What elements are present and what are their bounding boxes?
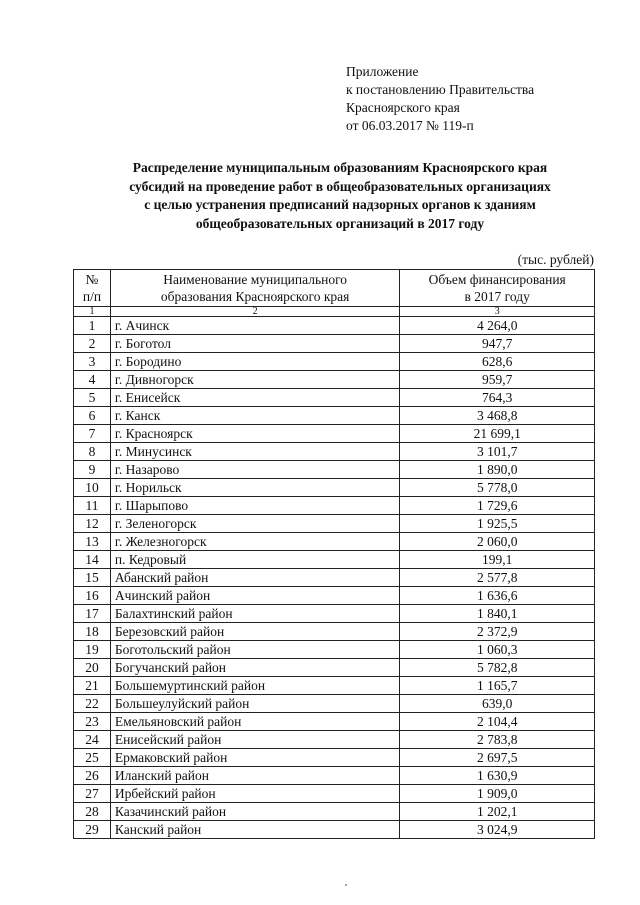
row-number: 6 (74, 407, 111, 425)
row-name: Большеулуйский район (110, 695, 399, 713)
row-number: 22 (74, 695, 111, 713)
appendix-line: Красноярского края (346, 100, 460, 115)
header-amount (400, 270, 595, 307)
table-row (74, 605, 595, 623)
header-amount-line1: Объем финансирования (428, 272, 566, 287)
table-row (74, 623, 595, 641)
table-row (74, 803, 595, 821)
row-number: 21 (74, 677, 111, 695)
header-name-line1: Наименование муниципального (163, 272, 348, 287)
table-row (74, 515, 595, 533)
row-name: Абанский район (110, 569, 399, 587)
row-number: 20 (74, 659, 111, 677)
row-amount: 1 909,0 (400, 785, 595, 803)
title-line: Распределение муниципальным образованиям Красноярского края (132, 160, 548, 175)
row-amount: 2 372,9 (400, 623, 595, 641)
row-name: Ачинский район (110, 587, 399, 605)
table-row (74, 749, 595, 767)
row-number: 10 (74, 479, 111, 497)
table-row (74, 641, 595, 659)
column-number: 2 (110, 307, 399, 317)
row-amount: 764,3 (400, 389, 595, 407)
row-number: 14 (74, 551, 111, 569)
table-row (74, 335, 595, 353)
row-number: 11 (74, 497, 111, 515)
row-amount: 21 699,1 (400, 425, 595, 443)
row-name: г. Норильск (110, 479, 399, 497)
column-number: 1 (74, 307, 111, 317)
row-amount: 1 060,3 (400, 641, 595, 659)
row-amount: 2 060,0 (400, 533, 595, 551)
appendix-line: к постановлению Правительства (346, 82, 535, 97)
row-name: Боготольский район (110, 641, 399, 659)
row-number: 17 (74, 605, 111, 623)
row-name: Балахтинский район (110, 605, 399, 623)
table-row (74, 461, 595, 479)
table-row (74, 587, 595, 605)
row-number: 24 (74, 731, 111, 749)
table-row (74, 497, 595, 515)
row-number: 8 (74, 443, 111, 461)
row-amount: 1 202,1 (400, 803, 595, 821)
row-amount: 639,0 (400, 695, 595, 713)
table-row (74, 533, 595, 551)
row-number: 29 (74, 821, 111, 839)
row-amount: 3 468,8 (400, 407, 595, 425)
scan-speck (345, 884, 347, 886)
table-row (74, 677, 595, 695)
row-amount: 1 890,0 (400, 461, 595, 479)
row-number: 12 (74, 515, 111, 533)
row-amount: 1 165,7 (400, 677, 595, 695)
row-name: Большемуртинский район (110, 677, 399, 695)
table-row (74, 317, 595, 335)
table-row (74, 443, 595, 461)
header-name-line2: образования Красноярского края (160, 289, 350, 304)
row-number: 13 (74, 533, 111, 551)
row-number: 5 (74, 389, 111, 407)
row-amount: 1 840,1 (400, 605, 595, 623)
row-name: г. Бородино (110, 353, 399, 371)
table-row (74, 767, 595, 785)
row-number: 18 (74, 623, 111, 641)
row-number: 16 (74, 587, 111, 605)
row-number: 26 (74, 767, 111, 785)
row-name: Березовский район (110, 623, 399, 641)
row-name: п. Кедровый (110, 551, 399, 569)
row-amount: 1 636,6 (400, 587, 595, 605)
table-row (74, 371, 595, 389)
row-amount: 2 104,4 (400, 713, 595, 731)
row-amount: 959,7 (400, 371, 595, 389)
row-number: 19 (74, 641, 111, 659)
row-amount: 4 264,0 (400, 317, 595, 335)
header-name (110, 270, 399, 307)
row-amount: 5 782,8 (400, 659, 595, 677)
row-number: 4 (74, 371, 111, 389)
row-name: Казачинский район (110, 803, 399, 821)
table-row (74, 551, 595, 569)
row-number: 2 (74, 335, 111, 353)
table-row (74, 479, 595, 497)
row-name: Емельяновский район (110, 713, 399, 731)
table-row (74, 425, 595, 443)
row-name: Богучанский район (110, 659, 399, 677)
row-number: 1 (74, 317, 111, 335)
row-name: г. Дивногорск (110, 371, 399, 389)
row-number: 28 (74, 803, 111, 821)
table-row (74, 695, 595, 713)
subsidy-table (73, 269, 595, 839)
row-name: г. Красноярск (110, 425, 399, 443)
row-name: Енисейский район (110, 731, 399, 749)
row-amount: 2 577,8 (400, 569, 595, 587)
table-row (74, 713, 595, 731)
row-number: 9 (74, 461, 111, 479)
row-amount: 3 024,9 (400, 821, 595, 839)
row-amount: 1 630,9 (400, 767, 595, 785)
row-name: г. Минусинск (110, 443, 399, 461)
row-number: 27 (74, 785, 111, 803)
row-number: 23 (74, 713, 111, 731)
row-number: 25 (74, 749, 111, 767)
row-number: 15 (74, 569, 111, 587)
row-name: г. Канск (110, 407, 399, 425)
table-row (74, 785, 595, 803)
row-name: г. Зеленогорск (110, 515, 399, 533)
row-name: Канский район (110, 821, 399, 839)
appendix-line: Приложение (346, 64, 419, 79)
row-name: Ермаковский район (110, 749, 399, 767)
row-name: Иланский район (110, 767, 399, 785)
title-line: субсидий на проведение работ в общеобразовательных организациях (129, 178, 551, 194)
row-name: г. Назарово (110, 461, 399, 479)
row-amount: 3 101,7 (400, 443, 595, 461)
header-row (74, 270, 595, 307)
row-name: г. Боготол (110, 335, 399, 353)
row-amount: 199,1 (400, 551, 595, 569)
document-title (60, 159, 620, 233)
row-amount: 2 697,5 (400, 749, 595, 767)
table-row (74, 407, 595, 425)
table-row (74, 353, 595, 371)
row-name: Ирбейский район (110, 785, 399, 803)
column-number-row (74, 307, 595, 317)
table-row (74, 389, 595, 407)
row-amount: 1 729,6 (400, 497, 595, 515)
table-row (74, 659, 595, 677)
header-number (74, 270, 111, 307)
row-amount: 5 778,0 (400, 479, 595, 497)
row-name: г. Ачинск (110, 317, 399, 335)
row-amount: 2 783,8 (400, 731, 595, 749)
row-name: г. Енисейск (110, 389, 399, 407)
row-number: 7 (74, 425, 111, 443)
header-number-line2: п/п (82, 289, 102, 304)
column-number: 3 (400, 307, 595, 317)
title-line: общеобразовательных организаций в 2017 году (195, 215, 485, 231)
table-row (74, 731, 595, 749)
header-number-line1: № (85, 272, 99, 287)
row-amount: 628,6 (400, 353, 595, 371)
table-row (74, 569, 595, 587)
appendix-line: от 06.03.2017 № 119-п (346, 118, 474, 133)
units-note: (тыс. рублей) (517, 252, 594, 267)
table-row (74, 821, 595, 839)
row-name: г. Шарыпово (110, 497, 399, 515)
row-number: 3 (74, 353, 111, 371)
header-amount-line2: в 2017 году (464, 289, 530, 304)
row-name: г. Железногорск (110, 533, 399, 551)
title-line: с целью устранения предписаний надзорных органов к зданиям (144, 197, 536, 212)
row-amount: 947,7 (400, 335, 595, 353)
row-amount: 1 925,5 (400, 515, 595, 533)
appendix-block (346, 63, 534, 135)
